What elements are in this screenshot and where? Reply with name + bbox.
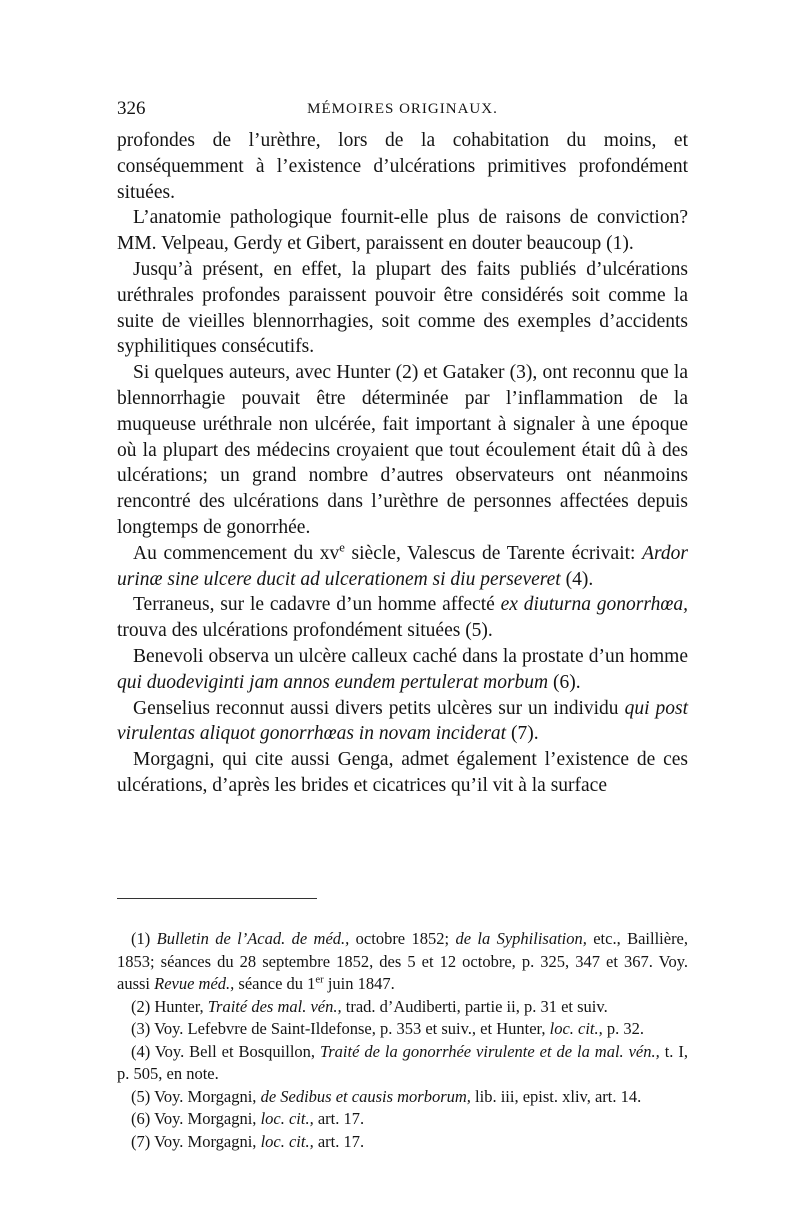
footnote-5: (5) Voy. Morgagni, de Sedibus et causis morborum, lib. iii, epist. xliv, art. 14.: [131, 1086, 642, 1106]
footnote-7: (7) Voy. Morgagni, loc. cit., art. 17.: [131, 1131, 365, 1151]
footnote-1: (1) Bulletin de l’Acad. de méd., octobre 1852; de la Syphilisation, etc., Baillière, 1853; séances du 28 septembre 1852, des 5 et 12 octobre, p. 325, 347 et 367. Voy. aussi Revue méd., séance du 1er juin 1847.: [117, 929, 689, 993]
latin-quote: ex diuturna gonorrhœa,: [500, 594, 688, 616]
paragraph-1: profondes de l’urèthre, lors de la cohabitation du moins, et conséquemment à l’existence d’ulcérations primitives profondément situées.: [117, 130, 688, 203]
paragraph-8: Genselius reconnut aussi divers petits ulcères sur un individu qui post virulentas aliquot gonorrhœas in novam inciderat (7).: [117, 697, 688, 745]
paragraph-7: Benevoli observa un ulcère calleux caché dans la prostate d’un homme qui duodeviginti jam annos eundem pertulerat morbum (6).: [117, 645, 688, 693]
footnote-divider: [117, 898, 317, 899]
footnote-6: (6) Voy. Morgagni, loc. cit., art. 17.: [131, 1109, 365, 1128]
footnote-4: (4) Voy. Bell et Bosquillon, Traité de la gonorrhée virulente et de la mal. vén., t. I, p. 505, en note.: [117, 1041, 688, 1083]
footnotes: [117, 928, 688, 1153]
latin-quote: qui post virulentas aliquot gonorrhœas in novam inciderat: [117, 697, 688, 745]
main-text: [117, 128, 688, 799]
latin-quote: qui duodeviginti jam annos eundem pertulerat morbum: [117, 671, 549, 693]
footnote-3: (3) Voy. Lefebvre de Saint-Ildefonse, p. 353 et suiv., et Hunter, loc. cit., p. 32.: [131, 1019, 645, 1038]
page-number: 326: [117, 98, 146, 119]
latin-quote: Ardor urinæ sine ulcere ducit ad ulcerationem si diu perseveret: [117, 542, 688, 590]
footnote-2: (2) Hunter, Traité des mal. vén., trad. d’Audiberti, partie ii, p. 31 et suiv.: [131, 996, 608, 1016]
paragraph-5: Au commencement du $xv^e$ siècle, Valescus de Tarente écrivait: Ardor urinæ sine ulcere ducit ad ulcerationem si diu perseveret (4).: [117, 540, 688, 590]
paragraph-6: Terraneus, sur le cadavre d’un homme affecté ex diuturna gonorrhœa, trouva des ulcérations profondément situées (5).: [117, 594, 688, 642]
paragraph-2: L’anatomie pathologique fournit-elle plus de raisons de conviction? MM. Velpeau, Gerdy et Gibert, paraissent en douter beaucoup (1).: [117, 207, 688, 255]
running-title: MÉMOIRES ORIGINAUX.: [307, 101, 498, 117]
paragraph-4: Si quelques auteurs, avec Hunter (2) et Gataker (3), ont reconnu que la blennorrhagie pouvait être déterminée par l’inflammation de la muqueuse uréthrale non ulcérée, fait important à signaler à une époque où la plupart des médecins croyaient que tout écoulement était dû à des ulcérations; un grand nombre d’autres observateurs ont néanmoins rencontré des ulcérations dans l’urèthre de personnes affectées depuis longtemps de gonorrhée.: [117, 362, 688, 538]
paragraph-3: Jusqu’à présent, en effet, la plupart des faits publiés d’ulcérations uréthrales profondes paraissent pouvoir être considérés soit comme la suite de vieilles blennorrhagies, soit comme des exemples d’accidents syphilitiques consécutifs.: [117, 258, 688, 358]
paragraph-9: Morgagni, qui cite aussi Genga, admet également l’existence de ces ulcérations, d’après les brides et cicatrices qu’il vit à la surface: [117, 749, 688, 796]
page-header: [117, 98, 688, 124]
